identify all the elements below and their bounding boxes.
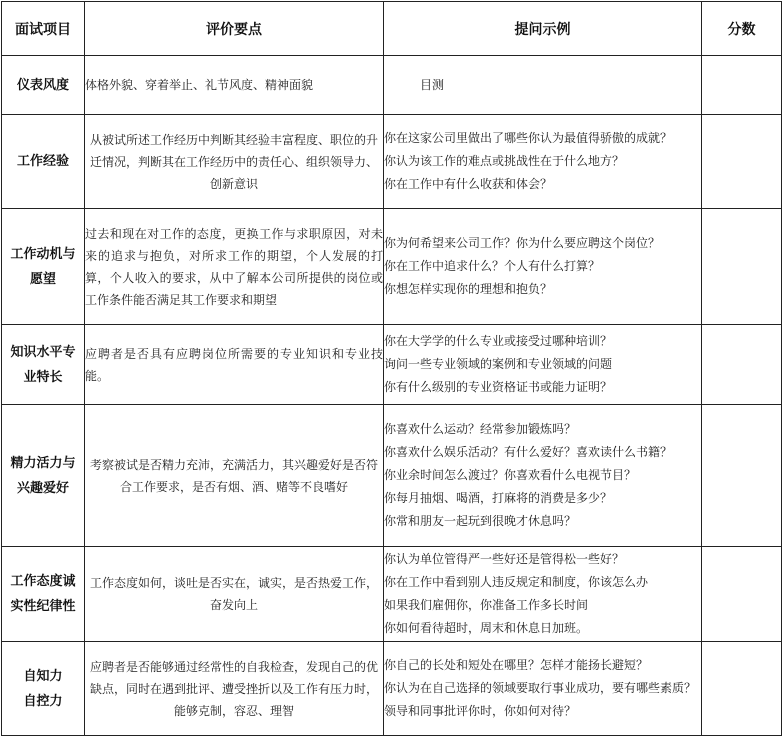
examples-cell [384,547,702,642]
question-line: 你认为该工作的难点或挑战性在于什么地方？ [384,154,625,168]
question-line: 询问一些专业领域的案例和专业领域的问题 [384,357,613,371]
points-cell: 应聘者是否能够通过经常性的自我检查，发现自己的优缺点，同时在遇到批评、遭受挫折以及工作有压力时，能够克制，容忍、理智 [85,642,384,736]
question-line: 你认为单位管得严一些好还是管得松一些好？ [384,552,625,566]
question-line: 你喜欢什么运动？经常参加锻炼吗？ [384,422,577,436]
question-line: 你想怎样实现你的理想和抱负？ [384,282,553,296]
score-cell[interactable] [702,642,782,736]
item-cell: 工作动机与 愿望 [2,209,85,325]
item-cell: 工作态度诚 实性纪律性 [2,547,85,642]
score-cell[interactable] [702,115,782,209]
item-cell: 仪表风度 [2,56,85,115]
question-line: 如果我们雇佣你，你准备工作多长时间 [384,598,589,612]
question-line: 你每月抽烟、喝酒，打麻将的消费是多少？ [384,491,613,505]
item-cell: 自知力 自控力 [2,642,85,736]
question-line: 你在工作中看到别人违反规定和制度，你该怎么办 [384,575,649,589]
score-cell[interactable] [702,209,782,325]
item-cell: 工作经验 [2,115,85,209]
question-line: 目测 [420,77,445,92]
question-line: 你自己的长处和短处在哪里？怎样才能扬长避短？ [384,658,649,672]
table-row [2,642,782,736]
examples-cell [384,405,702,547]
header-row [2,2,782,56]
examples-cell [384,325,702,405]
score-cell[interactable] [702,56,782,115]
examples-cell [384,115,702,209]
score-cell[interactable] [702,405,782,547]
score-cell[interactable] [702,547,782,642]
interview-evaluation-table [1,1,782,736]
question-line: 领导和同事批评你时，你如何对待？ [384,704,577,718]
table-row [2,325,782,405]
header-item: 面试项目 [2,2,85,56]
header-examples: 提问示例 [384,2,702,56]
points-cell: 体格外貌、穿着举止、礼节风度、精神面貌 [85,56,384,115]
question-line: 你在这家公司里做出了哪些你认为最值得骄傲的成就？ [384,131,673,145]
table-row [2,547,782,642]
question-line: 你在大学学的什么专业或接受过哪种培训？ [384,334,613,348]
points-cell: 过去和现在对工作的态度，更换工作与求职原因，对未来的追求与抱负，对所求工作的期望，个人发展的打算，个人收入的要求，从中了解本公司所提供的岗位或工作条件能否满足其工作要求和期望 [85,209,384,325]
examples-cell [384,56,702,115]
table-row [2,405,782,547]
table-row [2,209,782,325]
question-line: 你业余时间怎么渡过？你喜欢看什么电视节目？ [384,468,637,482]
header-points: 评价要点 [85,2,384,56]
question-line: 你有什么级别的专业资格证书或能力证明？ [384,380,613,394]
question-line: 你为何希望来公司工作？你为什么要应聘这个岗位？ [384,236,661,250]
points-cell: 工作态度如何，谈吐是否实在，诚实，是否热爱工作，奋发向上 [85,547,384,642]
points-cell: 考察被试是否精力充沛，充满活力，其兴趣爱好是否符合工作要求，是否有烟、酒、赌等不良嗜好 [85,405,384,547]
examples-cell [384,642,702,736]
header-score: 分数 [702,2,782,56]
item-cell: 知识水平专 业特长 [2,325,85,405]
item-cell: 精力活力与 兴趣爱好 [2,405,85,547]
question-line: 你如何看待超时，周末和休息日加班。 [384,621,589,635]
points-cell: 应聘者是否具有应聘岗位所需要的专业知识和专业技能。 [85,325,384,405]
examples-cell [384,209,702,325]
question-line: 你认为在自己选择的领域要取行事业成功，要有哪些素质？ [384,681,697,695]
table-row [2,115,782,209]
score-cell[interactable] [702,325,782,405]
table-row [2,56,782,115]
points-cell: 从被试所述工作经历中判断其经验丰富程度、职位的升迁情况，判断其在工作经历中的责任心、组织领导力、创新意识 [85,115,384,209]
question-line: 你在工作中追求什么？个人有什么打算？ [384,259,601,273]
question-line: 你喜欢什么娱乐活动？有什么爱好？喜欢读什么书籍？ [384,445,673,459]
question-line: 你在工作中有什么收获和体会？ [384,177,553,191]
question-line: 你常和朋友一起玩到很晚才休息吗？ [384,514,577,528]
